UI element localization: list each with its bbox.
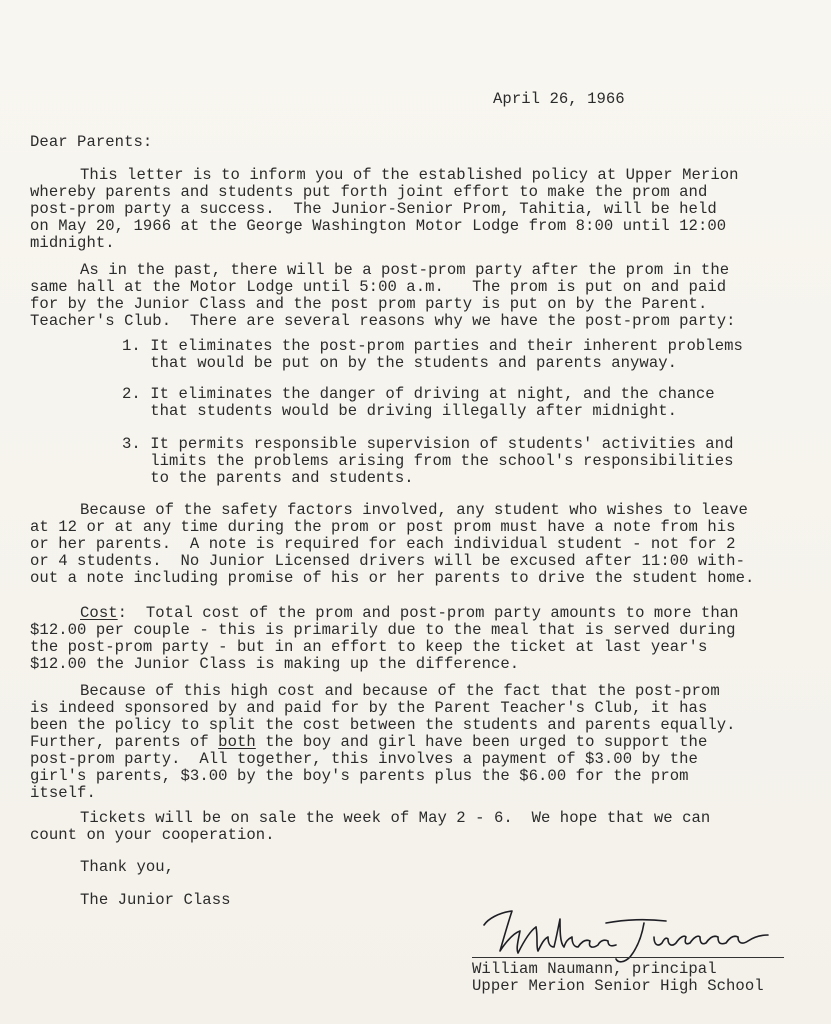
- p1-line: midnight.: [30, 234, 115, 252]
- signature-rule: [472, 957, 784, 958]
- signer-organization: Upper Merion Senior High School: [472, 977, 764, 995]
- p3-line: or her parents. A note is required for each individual student - not for 2: [30, 535, 736, 553]
- closing: Thank you,: [80, 858, 175, 876]
- list-item-3: 3. It permits responsible supervision of students' activities and: [122, 435, 734, 453]
- letter-date: April 26, 1966: [493, 90, 625, 108]
- p5-l4-post: the boy and girl have been urged to support the: [255, 733, 708, 751]
- p4-first-rest: : Total cost of the prom and post-prom party amounts to more than: [117, 604, 739, 622]
- p4-line: $12.00 per couple - this is primarily due to the meal that is served during: [30, 621, 736, 639]
- signer-name: William Naumann, principal: [472, 960, 717, 978]
- sender: The Junior Class: [80, 891, 231, 909]
- p2-line: Teacher's Club. There are several reasons why we have the post-prom party:: [30, 312, 736, 330]
- list-item-2: 2. It eliminates the danger of driving at night, and the chance: [122, 385, 715, 403]
- p5-line: been the policy to split the cost between the students and parents equally.: [30, 716, 736, 734]
- p1-line: post-prom party a success. The Junior-Senior Prom, Tahitia, will be held: [30, 200, 717, 218]
- p4-line: $12.00 the Junior Class is making up the difference.: [30, 655, 520, 673]
- salutation: Dear Parents:: [30, 133, 153, 151]
- cost-label: Cost: [80, 604, 118, 622]
- both-underlined: both: [218, 733, 256, 751]
- p3-line: out a note including promise of his or her parents to drive the student home.: [30, 569, 755, 587]
- p3-line: at 12 or at any time during the prom or post prom must have a note from his: [30, 518, 736, 536]
- p5-line: Because of this high cost and because of the fact that the post-prom: [80, 682, 720, 700]
- p4-first-line: [80, 605, 739, 622]
- list-item-1: that would be put on by the students and parents anyway.: [122, 354, 678, 372]
- p5-line: post-prom party. All together, this involves a payment of $3.00 by the: [30, 750, 698, 768]
- p1-line: on May 20, 1966 at the George Washington Motor Lodge from 8:00 until 12:00: [30, 217, 727, 235]
- p3-line: or 4 students. No Junior Licensed drivers will be excused after 11:00 with-: [30, 552, 745, 570]
- p5-line: itself.: [30, 784, 96, 802]
- p2-line: for by the Junior Class and the post prom party is put on by the Parent.: [30, 295, 708, 313]
- p5-line: girl's parents, $3.00 by the boy's parents plus the $6.00 for the prom: [30, 767, 689, 785]
- p4-line: the post-prom party - but in an effort to keep the ticket at last year's: [30, 638, 708, 656]
- p6-line: Tickets will be on sale the week of May 2 - 6. We hope that we can: [80, 809, 711, 827]
- list-item-3: limits the problems arising from the school's responsibilities: [122, 452, 734, 470]
- list-item-3: to the parents and students.: [122, 469, 414, 487]
- p2-line: As in the past, there will be a post-prom party after the prom in the: [80, 261, 730, 279]
- p5-line: is indeed sponsored by and paid for by the Parent Teacher's Club, it has: [30, 699, 708, 717]
- p1-line: This letter is to inform you of the established policy at Upper Merion: [80, 166, 739, 184]
- p6-line: count on your cooperation.: [30, 826, 275, 844]
- p5-line-both: [30, 734, 707, 751]
- list-item-2: that students would be driving illegally after midnight.: [122, 402, 678, 420]
- p1-line: whereby parents and students put forth joint effort to make the prom and: [30, 183, 708, 201]
- p2-line: same hall at the Motor Lodge until 5:00 a.m. The prom is put on and paid: [30, 278, 727, 296]
- p5-l4-pre: Further, parents of: [30, 733, 219, 751]
- list-item-1: 1. It eliminates the post-prom parties and their inherent problems: [122, 337, 743, 355]
- p3-line: Because of the safety factors involved, any student who wishes to leave: [80, 501, 748, 519]
